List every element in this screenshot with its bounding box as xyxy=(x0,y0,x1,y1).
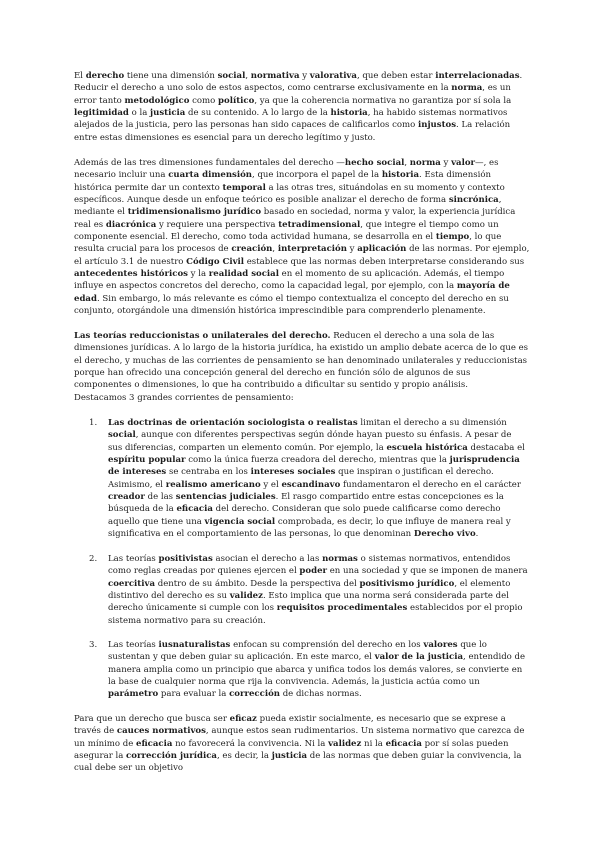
list-item-positivist xyxy=(108,553,528,627)
bold-term: justicia xyxy=(271,751,308,762)
bold-term: tetradimensional xyxy=(278,219,361,230)
paragraph-dimensions xyxy=(74,70,530,144)
bold-term: valor xyxy=(451,158,476,168)
text-run: y xyxy=(299,71,310,81)
bold-term: corrección xyxy=(229,689,280,700)
text-run: Para que un derecho que busca ser xyxy=(74,714,230,724)
bold-term: eficacia xyxy=(176,504,213,515)
text-run: para evaluar la xyxy=(158,689,230,700)
list-item-natural-law xyxy=(108,639,528,701)
text-run: o sistemas normativos, entendidos como reglas creadas por quienes ejercen el xyxy=(108,554,511,577)
bold-term: escuela histórica xyxy=(386,442,468,453)
text-run: y requiere una perspectiva xyxy=(156,219,279,230)
text-run: y xyxy=(346,244,358,255)
text-run: que lo sustentan y que deben guiar su aplicación. En este marco, el xyxy=(108,640,487,663)
text-run: basado en sociedad, norma y valor, la experiencia jurídica real es xyxy=(74,207,516,230)
bold-term: escandinavo xyxy=(281,479,341,490)
bold-term: político xyxy=(218,95,255,106)
bold-term: temporal xyxy=(222,182,266,193)
bold-term: valorativa xyxy=(309,71,357,81)
bold-term: jurisprudencia de intereses xyxy=(108,455,520,478)
text-run: de las xyxy=(144,492,176,503)
text-run: establece que las normas deben interpretarse considerando sus xyxy=(244,256,525,267)
text-run: y xyxy=(440,158,452,168)
bold-term: vigencia social xyxy=(204,516,276,527)
bold-term: Derecho vivo xyxy=(413,529,476,540)
list-number-3: 3. xyxy=(89,640,98,650)
bold-term: social xyxy=(217,71,246,81)
text-run: , xyxy=(272,244,278,255)
bold-term: valor de la justicia xyxy=(374,652,464,663)
list-number-2: 2. xyxy=(89,554,98,564)
text-run: fundamentaron el derecho en el carácter xyxy=(340,479,521,490)
bold-term: positivistas xyxy=(158,554,213,564)
bold-term: derecho xyxy=(85,71,125,81)
text-run: , mediante el xyxy=(74,195,502,218)
text-run: . Esto implica que una norma será considerada parte del derecho únicamente si cumple con los xyxy=(108,591,509,614)
text-run: limitan el derecho a su dimensión xyxy=(357,418,507,428)
bold-term: poder xyxy=(299,566,328,577)
bold-term: espíritu popular xyxy=(108,455,186,466)
text-run: y el xyxy=(260,479,282,490)
bold-term: requisitos procedimentales xyxy=(276,603,408,614)
bold-term: eficaz xyxy=(229,714,257,724)
bold-term: validez xyxy=(328,738,362,749)
text-run: . xyxy=(475,529,479,540)
list-number-1: 1. xyxy=(89,418,98,428)
bold-term: sentencias judiciales xyxy=(175,492,276,503)
bold-term: coercitiva xyxy=(108,578,155,589)
text-run: . La relación entre estas dimensiones es esencial para un derecho legítimo y justo. xyxy=(74,120,511,143)
text-run: , el elemento distintivo del derecho es su xyxy=(108,578,511,602)
bold-term: positivismo jurídico xyxy=(359,578,455,589)
bold-term: realidad social xyxy=(208,269,279,280)
text-run: en una sociedad y que se imponen de manera xyxy=(327,566,528,577)
paragraph-reductionist-theories xyxy=(74,330,530,392)
bold-term: valores xyxy=(423,640,458,650)
text-run: , es decir, la xyxy=(216,751,272,762)
bold-term: validez xyxy=(229,591,263,602)
text-run: por sí solas pueden asegurar la xyxy=(74,738,509,762)
text-run: a las otras tres, situándolas en su momento y contexto específicos. Aunque desde un enfoque teórico es posible analizar el derecho de forma xyxy=(74,182,505,206)
list-item-sociologist xyxy=(108,417,528,540)
bold-term: tridimensionalismo jurídico xyxy=(127,207,262,218)
text-run: , xyxy=(245,71,251,81)
text-run: , lo que resulta crucial para los procesos de xyxy=(74,232,502,255)
text-run: , es un error tanto xyxy=(74,83,511,106)
bold-term: injustos xyxy=(417,120,457,131)
text-run: , que deben estar xyxy=(356,71,436,81)
bold-term: creador xyxy=(108,492,145,503)
bold-term: sincrónica xyxy=(448,195,499,206)
bold-term: cauces normativos xyxy=(116,726,206,737)
text-run: de su contenido. A lo largo de la xyxy=(185,108,331,119)
bold-term: justicia xyxy=(150,108,186,119)
bold-term: historia xyxy=(330,108,368,119)
text-run: . Sin embargo, lo más relevante es cómo el tiempo contextualiza el concepto del derecho en su conjunto, otorgándole una dimensión histórica imprescindible para comprenderlo plenamente. xyxy=(74,293,509,317)
text-run: , que integre el tiempo como un componente esencial. El derecho, como toda actividad humana, se desarrolla en el xyxy=(74,219,499,243)
text-run: destacaba el xyxy=(467,442,525,453)
bold-term: interrelacionadas xyxy=(435,71,520,81)
text-run: del derecho. Consideran que solo puede calificarse como derecho aquello que tiene una xyxy=(108,504,501,527)
text-run: . Reducir el derecho a uno solo de estos aspectos, como centrarse exclusivamente en la xyxy=(74,71,523,94)
text-run: de las normas que deben guiar la convivencia, la cual debe ser un objetivo xyxy=(74,751,522,774)
bold-term: parámetro xyxy=(108,689,159,700)
text-run: de las normas. Por ejemplo, el artículo 3.1 de nuestro xyxy=(74,244,530,267)
text-run: , xyxy=(404,158,410,168)
text-run: pueda existir socialmente, es necesario que se exprese a través de xyxy=(74,714,506,737)
text-run: . Esta dimensión histórica permite dar un contexto xyxy=(74,170,491,193)
text-run: Las teorías xyxy=(108,554,159,564)
paragraph-efficacy xyxy=(74,713,530,775)
text-run: como xyxy=(189,95,219,106)
text-run: tiene una dimensión xyxy=(124,71,218,81)
bold-term: Código Civil xyxy=(186,256,245,267)
text-run: enfocan su comprensión del derecho en los xyxy=(230,640,424,650)
bold-term: Las doctrinas de orientación sociologista o realistas xyxy=(108,418,358,428)
bold-term: realismo americano xyxy=(165,479,261,490)
bold-term: social xyxy=(108,430,136,441)
bold-term: legitimidad xyxy=(74,108,129,119)
bold-term: cuarta dimensión xyxy=(168,170,253,181)
text-run: establecidos por el propio sistema normativo para su creación. xyxy=(108,603,523,626)
bold-term: normativa xyxy=(250,71,300,81)
text-run: , ya que la coherencia normativa no garantiza por sí sola la xyxy=(254,95,512,106)
bold-term: eficacia xyxy=(385,738,422,749)
text-run: asocian el derecho a las xyxy=(212,554,323,564)
bold-term: antecedentes históricos xyxy=(74,269,188,280)
bold-term: norma xyxy=(451,83,483,94)
text-run: , ha habido sistemas normativos alejados de la justicia, pero las personas han sido capaces de calificarlos como xyxy=(74,108,508,131)
text-run: comprobada, es decir, lo que influye de manera real y significativa en el comportamiento de las personas, lo que denominan xyxy=(108,516,511,540)
bold-term: corrección jurídica xyxy=(126,751,217,762)
text-run: que inspiran o justifican el derecho. Asimismo, el xyxy=(108,467,494,490)
bold-term: eficacia xyxy=(136,738,173,749)
text-run: , aunque estos sean rudimentarios. Un sistema normativo que carezca de un mínimo de xyxy=(74,726,525,749)
bold-term: aplicación xyxy=(357,244,407,255)
list-intro: Destacamos 3 grandes corrientes de pensamiento: xyxy=(74,393,294,403)
bold-term: diacrónica xyxy=(105,219,157,230)
bold-term: intereses sociales xyxy=(250,467,336,478)
text-run: como la única fuerza creadora del derecho, mientras que la xyxy=(185,455,450,466)
text-run: El xyxy=(74,71,86,81)
text-run: Las teorías xyxy=(108,640,159,650)
text-run: —, es necesario incluir una xyxy=(74,158,499,181)
text-run: no favorecerá la convivencia. Ni la xyxy=(172,738,329,749)
bold-term: historia xyxy=(381,170,420,181)
bold-term: interpretación xyxy=(277,244,347,255)
bold-term: Las teorías reduccionistas o unilaterales del derecho. xyxy=(74,331,331,341)
text-run: . El rasgo compartido entre estas concepciones es la búsqueda de la xyxy=(108,492,504,515)
bold-term: iusnaturalistas xyxy=(158,640,231,650)
text-run: dentro de su ámbito. Desde la perspectiva del xyxy=(155,578,360,589)
text-run: , entendido de manera amplia como un principio que abarca y unifica todos los demás valores, se convierte en la base de cualquier norma que rija la convivencia. Además, la justicia actúa como un xyxy=(108,652,526,688)
bold-term: mayoría de edad xyxy=(74,281,510,304)
text-run: Reducen el derecho a una sola de las dimensiones jurídicas. A lo largo de la historia jurídica, ha existido un amplio debate acerca de lo que es el derecho, y muchas de las corrientes de pensamiento se han denominado unilaterales y reduccionistas porque han ofrecido una concepción general del derecho en función sólo de algunos de sus componentes o dimensiones, lo que ha contribuido a dificultar su sentido y propio análisis. xyxy=(74,331,529,391)
bold-term: metodológico xyxy=(124,95,190,106)
bold-term: normas xyxy=(322,554,358,564)
text-run: de dichas normas. xyxy=(279,689,362,700)
text-run: , que incorpora el papel de la xyxy=(252,170,382,181)
paragraph-fourth-dimension xyxy=(74,157,530,317)
text-run: o la xyxy=(128,108,151,119)
bold-term: norma xyxy=(409,158,441,168)
text-run: Además de las tres dimensiones fundamentales del derecho — xyxy=(74,158,345,168)
bold-term: hecho social xyxy=(344,158,405,168)
text-run: se centraba en los xyxy=(166,467,251,478)
text-run: en el momento de su aplicación. Además, el tiempo influye en aspectos concretos del derecho, como la capacidad legal, por ejemplo, con la xyxy=(74,269,505,292)
text-run: , aunque con diferentes perspectivas según dónde hayan puesto su énfasis. A pesar de sus diferencias, comparten un elemento común. Por ejemplo, la xyxy=(108,430,512,453)
text-run: y la xyxy=(187,269,209,280)
text-run: ni la xyxy=(361,738,386,749)
bold-term: tiempo xyxy=(435,232,470,243)
bold-term: creación xyxy=(231,244,273,255)
